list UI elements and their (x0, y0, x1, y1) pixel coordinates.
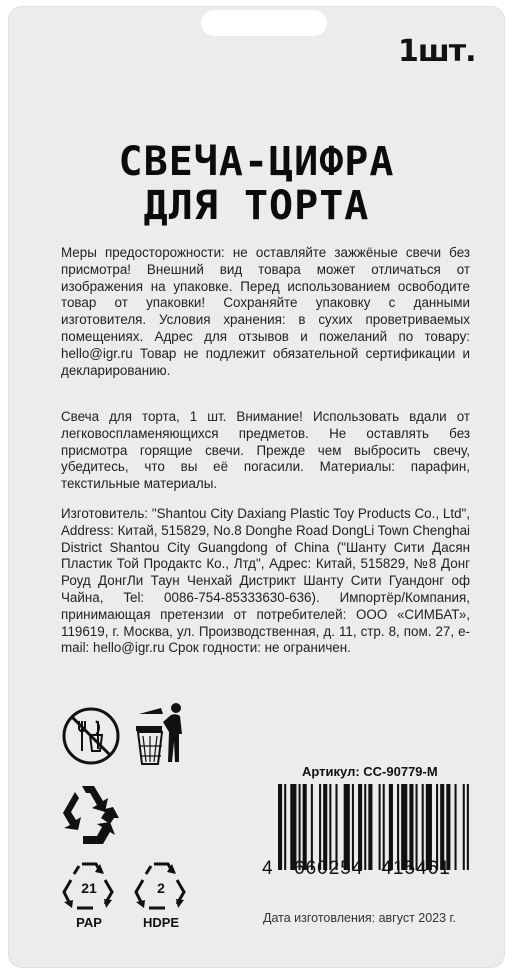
recycle-icon (57, 778, 127, 846)
recycle-hdpe-label: HDPE (142, 915, 180, 930)
quantity-label: 1шт. (398, 34, 476, 69)
not-for-food-icon (60, 705, 122, 767)
barcode-digits (262, 858, 474, 880)
manufacturer-paragraph: Изготовитель: "Shantou City Daxiang Plastic Toy Products Co., Ltd", Address: Китай, 515829, No.8 Donghe Road DongLi Town Chenghai District Shantou City Guangdong of China ("Шанту Сити Дасян Пластик Той Продактс Ко., Лтд", Адрес: Китай, 515829, №8 Донг Роуд ДонгЛи Таун Ченхай Дистрикт Шанту Сити Гуандонг оф Чайна, Tel: 0086-754-85333630-636). Импортёр/Компания, принимающая претензии от потребителей: ООО «СИМБАТ», 119619, г. Москва, ул. Производственная, д. 11, стр. 8, пом. 27, e-mail: hello@igr.ru Срок годности: не ограничен. (61, 506, 470, 656)
product-title-line2: ДЛЯ ТОРТА (143, 183, 370, 229)
barcode-digit-group1: 660254 (294, 858, 364, 879)
safety-paragraph: Меры предосторожности: не оставляйте зажжёные свечи без присмотра! Внешний вид товара может отличаться от изображения на упаковке. Перед использованием освободите товар от упаковки! Сохраняйте упаковку с данными изготовителя. Условия хранения: в сухих проветриваемых помещениях. Адрес для отзывов и пожеланий по товару: hello@igr.ru Товар не подлежит обязательной сертификации и декларированию. (61, 245, 470, 378)
barcode-digit-group2: 415461 (381, 858, 451, 879)
hang-hole (201, 10, 327, 36)
dispose-in-bin-icon (133, 700, 189, 766)
manufacture-date: Дата изготовления: август 2023 г. (263, 911, 457, 925)
article-number: Артикул: СС-90779-М (302, 764, 438, 779)
recycle-pap-number: 21 (81, 880, 97, 896)
product-title-line1: СВЕЧА-ЦИФРА (118, 139, 395, 185)
recycle-hdpe-number: 2 (157, 880, 165, 896)
recycle-pap-label: PAP (76, 915, 102, 930)
description-paragraph: Свеча для торта, 1 шт. Внимание! Использовать вдали от легковоспламеняющихся предметов. Не оставлять без присмотра горящие свечи. Прежде чем выбросить свечу, убедитесь, что вы её погасили. Материалы: парафин, текстильные материалы. (61, 409, 470, 492)
barcode-digit-prefix: 4 (262, 858, 273, 879)
